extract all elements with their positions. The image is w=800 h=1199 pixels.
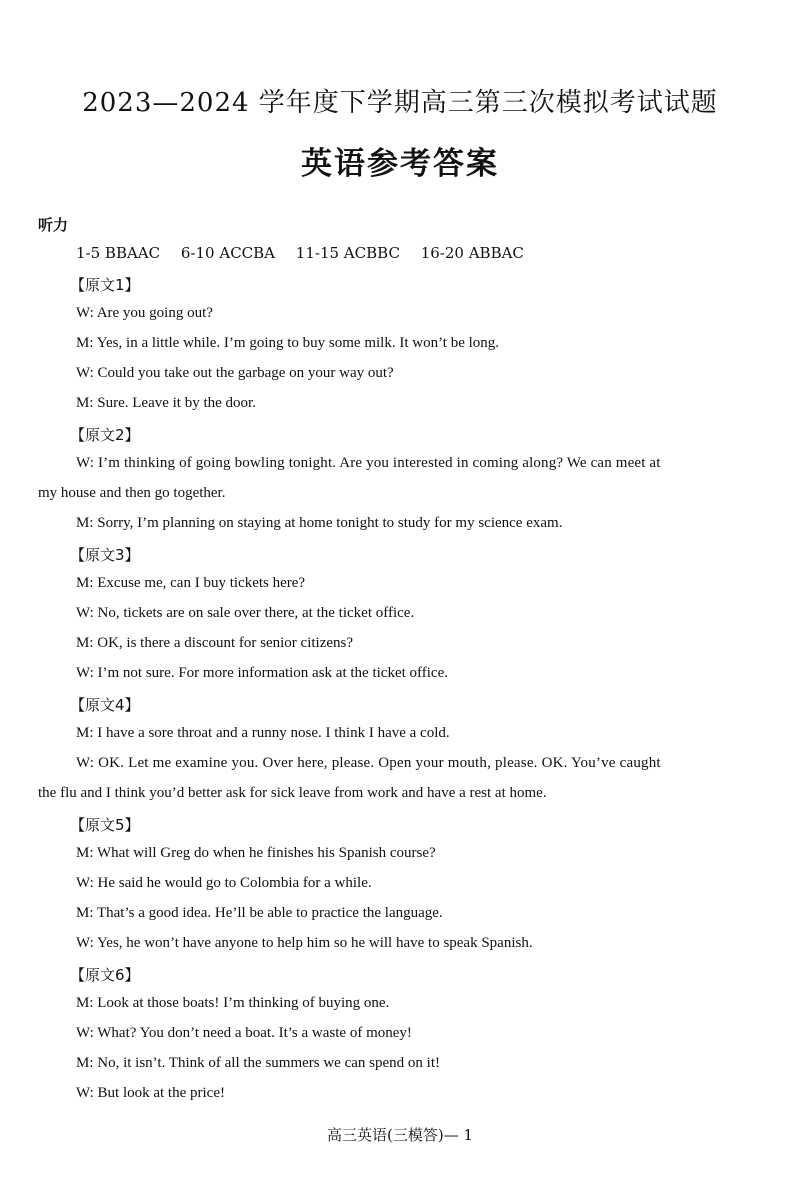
transcript-line: W: I’m not sure. For more information ask at the ticket office. bbox=[76, 665, 448, 681]
transcript-line: M: I have a sore throat and a runny nose. I think I have a cold. bbox=[76, 725, 450, 741]
transcript-4-label: 【原文4】 bbox=[70, 696, 140, 714]
transcript-line: M: No, it isn’t. Think of all the summers we can spend on it! bbox=[76, 1055, 440, 1071]
transcript-line: M: What will Greg do when he finishes his Spanish course? bbox=[76, 845, 436, 861]
answer-group: 11-15 ACBBC bbox=[295, 244, 400, 262]
answer-group: 1-5 BBAAC bbox=[76, 244, 161, 262]
listening-heading: 听力 bbox=[38, 216, 69, 234]
transcript-line: W: What? You don’t need a boat. It’s a waste of money! bbox=[76, 1025, 412, 1041]
transcript-line: W: Could you take out the garbage on your way out? bbox=[76, 365, 394, 381]
transcript-line: M: That’s a good idea. He’ll be able to practice the language. bbox=[76, 905, 443, 921]
transcript-line: M: Look at those boats! I’m thinking of buying one. bbox=[76, 995, 390, 1011]
transcript-line: W: I’m thinking of going bowling tonight. Are you interested in coming along? We can meet at bbox=[76, 455, 661, 471]
transcript-6-label: 【原文6】 bbox=[70, 966, 140, 984]
transcript-5-label: 【原文5】 bbox=[70, 816, 140, 834]
transcript-line: W: Yes, he won’t have anyone to help him so he will have to speak Spanish. bbox=[76, 935, 533, 951]
transcript-line: W: But look at the price! bbox=[76, 1085, 225, 1101]
listening-answers bbox=[76, 244, 540, 262]
transcript-line: M: Yes, in a little while. I’m going to buy some milk. It won’t be long. bbox=[76, 335, 500, 351]
transcript-line: W: OK. Let me examine you. Over here, please. Open your mouth, please. OK. You’ve caught bbox=[76, 755, 661, 771]
transcript-3-label: 【原文3】 bbox=[70, 546, 140, 564]
transcript-line-continued: the flu and I think you’d better ask for sick leave from work and have a rest at home. bbox=[38, 785, 547, 801]
transcript-line: M: Sure. Leave it by the door. bbox=[76, 395, 256, 411]
transcript-line-continued: my house and then go together. bbox=[38, 485, 226, 501]
transcript-line: M: Sorry, I’m planning on staying at home tonight to study for my science exam. bbox=[76, 515, 563, 531]
transcript-1-label: 【原文1】 bbox=[70, 276, 140, 294]
answer-group: 6-10 ACCBA bbox=[180, 244, 276, 262]
document-subtitle: 英语参考答案 bbox=[301, 146, 499, 182]
transcript-line: W: He said he would go to Colombia for a while. bbox=[76, 875, 372, 891]
exam-title: 2023—2024 学年度下学期高三第三次模拟考试试题 bbox=[82, 88, 718, 118]
transcript-line: M: Excuse me, can I buy tickets here? bbox=[76, 575, 306, 591]
transcript-2-label: 【原文2】 bbox=[70, 426, 140, 444]
answer-group: 16-20 ABBAC bbox=[420, 244, 524, 262]
page-footer: 高三英语(三模答)— 1 bbox=[326, 1126, 474, 1144]
transcript-line: W: Are you going out? bbox=[76, 305, 213, 321]
transcript-line: W: No, tickets are on sale over there, at the ticket office. bbox=[76, 605, 415, 621]
transcript-line: M: OK, is there a discount for senior citizens? bbox=[76, 635, 354, 651]
